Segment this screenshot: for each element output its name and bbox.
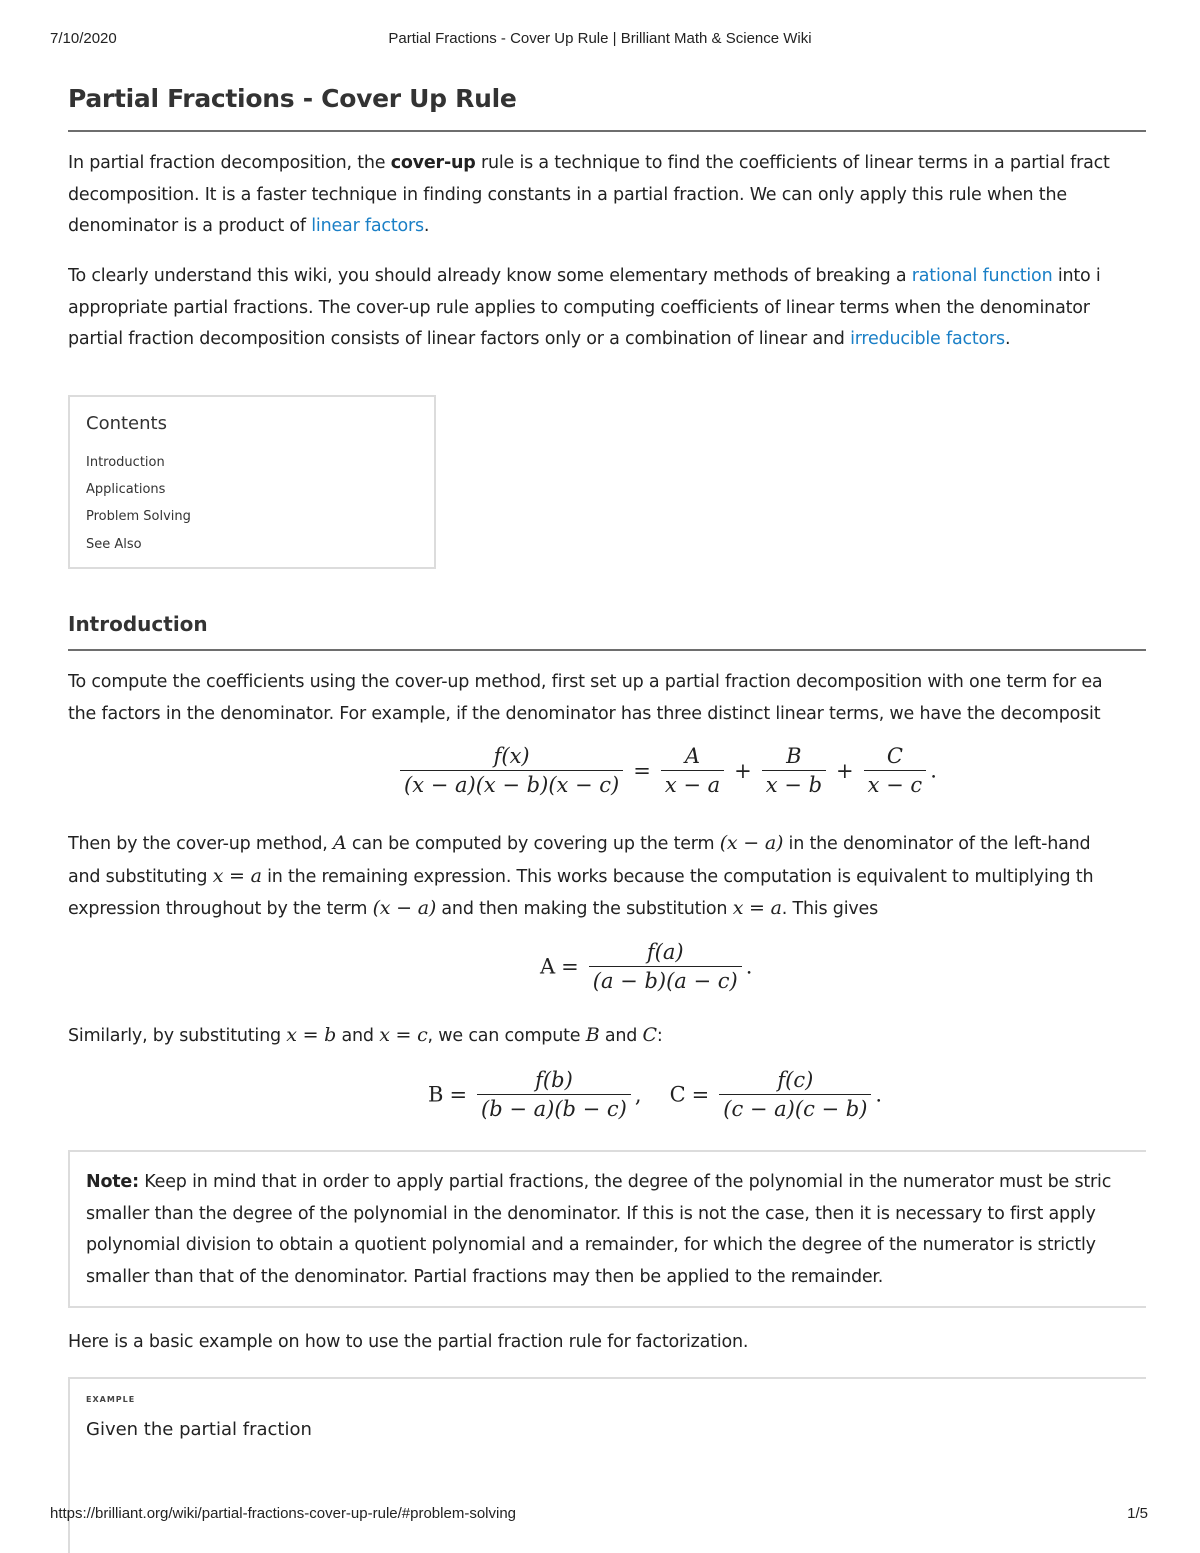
text: Similarly, by substituting [68, 1026, 287, 1046]
text: into i [1052, 266, 1101, 286]
inline-math: x = a [732, 897, 782, 919]
text: Then by the cover-up method, [68, 834, 334, 854]
operator: + [734, 758, 752, 783]
text: To compute the coefficients using the cover-up method, first set up a partial fraction decomposition with one term for ea [68, 672, 1103, 692]
numerator: f(x) [493, 744, 530, 768]
numerator: A [684, 744, 701, 768]
fraction [477, 1068, 631, 1121]
punctuation: . [745, 954, 753, 979]
example-text: Given the partial fraction [86, 1419, 312, 1440]
page-title: Partial Fractions - Cover Up Rule [68, 84, 517, 113]
toc-item-applications[interactable]: Applications [86, 482, 166, 497]
text: , we can compute [427, 1026, 586, 1046]
text: polynomial division to obtain a quotient polynomial and a remainder, for which the degree of the numerator is strictly [86, 1235, 1096, 1255]
text: denominator is a product of [68, 216, 312, 236]
print-url: https://brilliant.org/wiki/partial-fractions-cover-up-rule/#problem-solving [50, 1505, 517, 1522]
inline-math: x = c [379, 1024, 428, 1046]
text: . [1004, 329, 1011, 349]
inline-math: (x − a) [372, 897, 437, 919]
intro-paragraph-2 [68, 261, 1101, 356]
denominator: (a − b)(a − c) [589, 966, 742, 993]
fraction [400, 744, 623, 797]
text: expression throughout by the term [68, 899, 373, 919]
text: partial fraction decomposition consists of linear factors only or a combination of linear and [68, 329, 851, 349]
text: smaller than that of the denominator. Partial fractions may then be applied to the remainder. [86, 1266, 884, 1287]
article [68, 0, 1146, 1553]
title-divider [68, 130, 1146, 132]
fraction [661, 744, 724, 797]
numerator: f(b) [535, 1068, 573, 1092]
text: in the denominator of the left-hand [783, 834, 1091, 854]
example-intro [68, 1327, 748, 1359]
text: in the remaining expression. This works because the computation is equivalent to multiplying th [261, 866, 1094, 887]
text: smaller than the degree of the polynomial in the denominator. If this is not the case, then it is necessary to first apply [86, 1203, 1096, 1224]
numerator: f(a) [646, 940, 684, 964]
operator: = [691, 1082, 710, 1107]
numerator: f(c) [777, 1068, 814, 1092]
lhs: A [540, 954, 556, 979]
print-title: Partial Fractions - Cover Up Rule | Brilliant Math & Science Wiki [388, 30, 812, 47]
text: . This gives [781, 899, 878, 919]
punctuation: , [634, 1082, 642, 1107]
inline-math: C [642, 1024, 657, 1046]
denominator: (c − a)(c − b) [719, 1094, 871, 1121]
text: decomposition. It is a faster technique in finding constants in a partial fraction. We can only apply this rule when the [68, 184, 1067, 205]
table-of-contents [68, 395, 436, 569]
inline-math: x = b [286, 1024, 337, 1046]
toc-title: Contents [86, 413, 167, 434]
irreducible-factors-link[interactable]: irreducible factors [850, 329, 1005, 349]
section-paragraph-1 [68, 667, 1102, 730]
lhs: C [669, 1082, 686, 1107]
fraction [719, 1068, 871, 1121]
print-date: 7/10/2020 [50, 30, 117, 47]
rational-function-link[interactable]: rational function [911, 266, 1053, 286]
text: and [336, 1026, 380, 1046]
example-label: EXAMPLE [86, 1395, 136, 1404]
text: appropriate partial fractions. The cover-up rule applies to computing coefficients of linear terms when the denominator [68, 297, 1090, 318]
operator: = [561, 954, 579, 979]
fraction [762, 744, 826, 797]
text: Keep in mind that in order to apply partial fractions, the degree of the polynomial in the numerator must be stric [138, 1172, 1112, 1192]
note-text [86, 1167, 1111, 1293]
denominator: x − b [762, 770, 826, 797]
coefficient-a-formula [540, 940, 752, 993]
decomposition-formula [396, 744, 937, 797]
numerator: B [786, 744, 802, 768]
denominator: (b − a)(b − c) [477, 1094, 631, 1121]
inline-math: B [585, 1024, 600, 1046]
text: the factors in the denominator. For example, if the denominator has three distinct linear terms, we have the decomposit [68, 703, 1101, 724]
denominator: x − c [864, 770, 927, 797]
intro-paragraph-1 [68, 148, 1110, 243]
section-divider [68, 649, 1146, 651]
page-number: 1/5 [1127, 1505, 1148, 1522]
inline-math: (x − a) [719, 832, 784, 854]
text: To clearly understand this wiki, you should already know some elementary methods of breaking a [68, 266, 912, 286]
text: can be computed by covering up the term [346, 834, 720, 854]
text: . [423, 216, 430, 236]
lhs: B [428, 1082, 444, 1107]
text: and then making the substitution [436, 899, 733, 919]
text: : [656, 1026, 663, 1046]
operator: = [449, 1082, 468, 1107]
punctuation: . [875, 1082, 883, 1107]
text: and substituting [68, 866, 213, 887]
text: Here is a basic example on how to use the partial fraction rule for factorization. [68, 1332, 749, 1352]
inline-math: x = a [212, 864, 262, 887]
coefficients-b-c-formula [428, 1068, 882, 1121]
operator: + [836, 758, 854, 783]
text: and [599, 1026, 643, 1046]
toc-item-problem-solving[interactable]: Problem Solving [86, 509, 191, 524]
operator: = [633, 758, 651, 783]
note-box [68, 1150, 1146, 1308]
fraction [864, 744, 927, 797]
section-paragraph-3 [68, 1020, 663, 1053]
section-heading-introduction: Introduction [68, 612, 208, 636]
denominator: (x − a)(x − b)(x − c) [400, 770, 623, 797]
bold-term: cover-up [390, 153, 476, 173]
inline-math: A [333, 832, 347, 854]
note-label: Note: [86, 1172, 139, 1192]
toc-item-introduction[interactable]: Introduction [86, 455, 165, 470]
fraction [589, 940, 742, 993]
toc-item-see-also[interactable]: See Also [86, 537, 142, 552]
text: rule is a technique to find the coefficients of linear terms in a partial fract [475, 153, 1110, 173]
text: In partial fraction decomposition, the [68, 153, 391, 173]
example-box [68, 1377, 1146, 1553]
numerator: C [886, 744, 903, 768]
punctuation: . [930, 758, 937, 783]
section-paragraph-2 [68, 828, 1093, 926]
denominator: x − a [661, 770, 724, 797]
linear-factors-link[interactable]: linear factors [311, 216, 424, 236]
